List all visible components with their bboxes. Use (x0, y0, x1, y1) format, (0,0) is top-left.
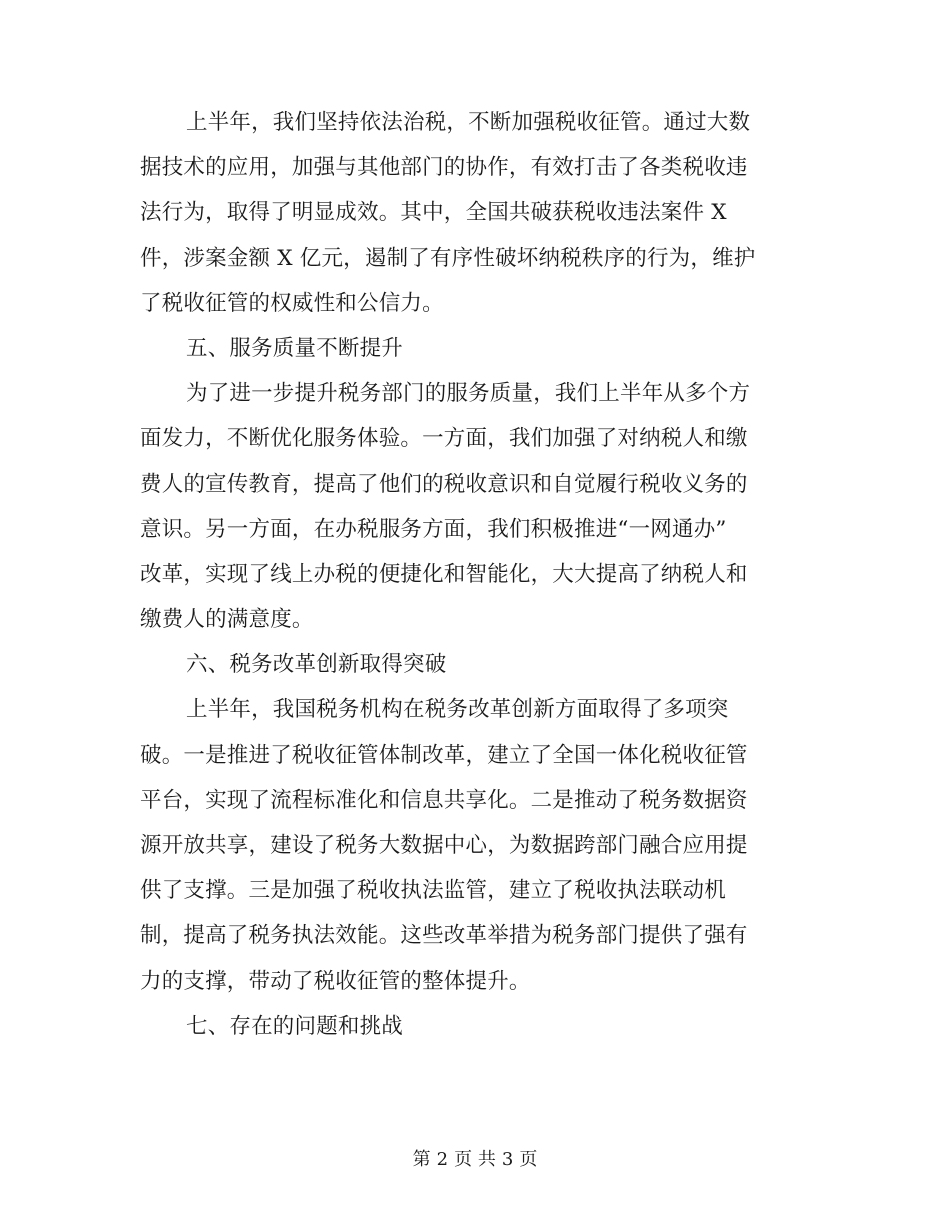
page-label-suffix: 页 (519, 1149, 538, 1170)
paragraph-line: 为了进一步提升税务部门的服务质量，我们上半年从多个方 (186, 381, 751, 407)
paragraph-line: 平台，实现了流程标准化和信息共享化。二是推动了税务数据资 (140, 787, 748, 813)
page-label-mid: 页 共 (454, 1149, 496, 1170)
paragraph-line: 意识。另一方面，在办税服务方面，我们积极推进“一网通办” (140, 516, 727, 542)
paragraph-line: 据技术的应用，加强与其他部门的协作，有效打击了各类税收违 (140, 155, 748, 181)
paragraph-line: 费人的宣传教育，提高了他们的税收意识和自觉履行税收义务的 (140, 471, 748, 497)
page-label-prefix: 第 (412, 1149, 431, 1170)
paragraph-line: 制，提高了税务执法效能。这些改革举措为税务部门提供了强有 (140, 923, 748, 949)
section-heading: 六、税务改革创新取得突破 (186, 652, 447, 678)
paragraph-line: 件，涉案金额 X 亿元，遏制了有序性破坏纳税秩序的行为，维护 (140, 245, 756, 271)
document-body (140, 100, 800, 1049)
paragraph-line: 面发力，不断优化服务体验。一方面，我们加强了对纳税人和缴 (140, 426, 748, 452)
paragraph-line: 供了支撑。三是加强了税收执法监管，建立了税收执法联动机 (140, 878, 726, 904)
paragraph-line: 改革，实现了线上办税的便捷化和智能化，大大提高了纳税人和 (140, 561, 748, 587)
paragraph-line: 缴费人的满意度。 (140, 607, 314, 633)
paragraph-line: 破。一是推进了税收征管体制改革，建立了全国一体化税收征管 (140, 742, 748, 768)
section-heading: 七、存在的问题和挑战 (186, 1013, 404, 1039)
paragraph-line: 源开放共享，建设了税务大数据中心，为数据跨部门融合应用提 (140, 833, 748, 858)
paragraph-line: 了税收征管的权威性和公信力。 (140, 290, 444, 316)
total-pages-number: 3 (501, 1149, 514, 1170)
page-number-footer (0, 1148, 950, 1172)
current-page-number: 2 (436, 1149, 449, 1170)
paragraph-line: 上半年，我国税务机构在税务改革创新方面取得了多项突 (186, 697, 729, 723)
section-heading: 五、服务质量不断提升 (186, 335, 404, 361)
paragraph-line: 上半年，我们坚持依法治税，不断加强税收征管。通过大数 (186, 110, 751, 135)
paragraph-line: 力的支撑，带动了税收征管的整体提升。 (140, 968, 531, 994)
paragraph-line: 法行为，取得了明显成效。其中，全国共破获税收违法案件 X (140, 200, 727, 226)
